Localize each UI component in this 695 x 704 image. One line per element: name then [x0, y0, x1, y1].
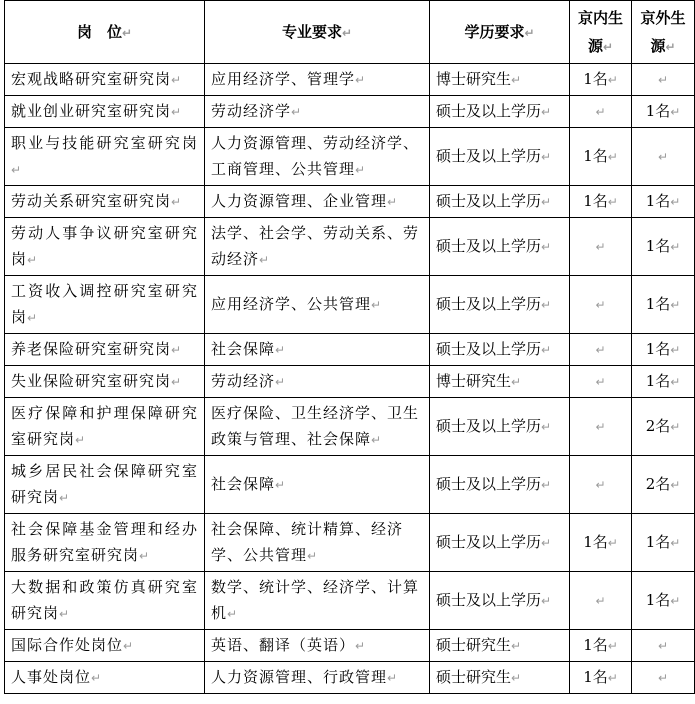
header-out-beijing: 京外生源↵ — [632, 1, 695, 64]
in-beijing-cell: 1名↵ — [570, 64, 632, 96]
in-beijing-cell: ↵ — [570, 366, 632, 398]
table-row — [5, 218, 695, 276]
major-cell: 社会保障↵ — [205, 456, 430, 514]
out-beijing-cell: 2名↵ — [632, 456, 695, 514]
major-cell: 应用经济学、管理学↵ — [205, 64, 430, 96]
out-beijing-cell: ↵ — [632, 662, 695, 694]
degree-cell: 硕士及以上学历↵ — [430, 334, 570, 366]
out-beijing-cell: ↵ — [632, 64, 695, 96]
in-beijing-cell: ↵ — [570, 456, 632, 514]
position-cell: 大数据和政策仿真研究室研究岗↵ — [5, 572, 205, 630]
degree-cell: 硕士及以上学历↵ — [430, 276, 570, 334]
table-row — [5, 456, 695, 514]
degree-cell: 硕士及以上学历↵ — [430, 456, 570, 514]
degree-cell: 硕士及以上学历↵ — [430, 186, 570, 218]
out-beijing-cell: 1名↵ — [632, 218, 695, 276]
in-beijing-cell: 1名↵ — [570, 128, 632, 186]
table-row — [5, 398, 695, 456]
position-cell: 劳动关系研究室研究岗↵ — [5, 186, 205, 218]
position-cell: 养老保险研究室研究岗↵ — [5, 334, 205, 366]
out-beijing-cell: 2名↵ — [632, 398, 695, 456]
degree-cell: 硕士及以上学历↵ — [430, 96, 570, 128]
table-row — [5, 572, 695, 630]
out-beijing-cell: ↵ — [632, 630, 695, 662]
degree-cell: 硕士研究生↵ — [430, 662, 570, 694]
table-row — [5, 366, 695, 398]
degree-cell: 硕士研究生↵ — [430, 630, 570, 662]
major-cell: 社会保障↵ — [205, 334, 430, 366]
in-beijing-cell: 1名↵ — [570, 186, 632, 218]
position-cell: 职业与技能研究室研究岗↵ — [5, 128, 205, 186]
major-cell: 应用经济学、公共管理↵ — [205, 276, 430, 334]
recruitment-table — [4, 0, 695, 694]
table-row — [5, 64, 695, 96]
major-cell: 人力资源管理、行政管理↵ — [205, 662, 430, 694]
major-cell: 英语、翻译（英语）↵ — [205, 630, 430, 662]
in-beijing-cell: 1名↵ — [570, 630, 632, 662]
major-cell: 社会保障、统计精算、经济学、公共管理↵ — [205, 514, 430, 572]
degree-cell: 硕士及以上学历↵ — [430, 572, 570, 630]
degree-cell: 硕士及以上学历↵ — [430, 218, 570, 276]
table-row — [5, 334, 695, 366]
header-row — [5, 1, 695, 64]
out-beijing-cell: 1名↵ — [632, 572, 695, 630]
in-beijing-cell: 1名↵ — [570, 662, 632, 694]
position-cell: 劳动人事争议研究室研究岗↵ — [5, 218, 205, 276]
out-beijing-cell: ↵ — [632, 128, 695, 186]
table-row — [5, 630, 695, 662]
out-beijing-cell: 1名↵ — [632, 96, 695, 128]
out-beijing-cell: 1名↵ — [632, 276, 695, 334]
major-cell: 劳动经济↵ — [205, 366, 430, 398]
in-beijing-cell: ↵ — [570, 572, 632, 630]
in-beijing-cell: ↵ — [570, 96, 632, 128]
major-cell: 劳动经济学↵ — [205, 96, 430, 128]
degree-cell: 硕士及以上学历↵ — [430, 514, 570, 572]
in-beijing-cell: ↵ — [570, 218, 632, 276]
major-cell: 人力资源管理、劳动经济学、工商管理、公共管理↵ — [205, 128, 430, 186]
degree-cell: 硕士及以上学历↵ — [430, 128, 570, 186]
table-row — [5, 662, 695, 694]
degree-cell: 博士研究生↵ — [430, 64, 570, 96]
position-cell: 城乡居民社会保障研究室研究岗↵ — [5, 456, 205, 514]
table-row — [5, 186, 695, 218]
major-cell: 人力资源管理、企业管理↵ — [205, 186, 430, 218]
position-cell: 失业保险研究室研究岗↵ — [5, 366, 205, 398]
degree-cell: 硕士及以上学历↵ — [430, 398, 570, 456]
degree-cell: 博士研究生↵ — [430, 366, 570, 398]
in-beijing-cell: 1名↵ — [570, 514, 632, 572]
table-row — [5, 514, 695, 572]
out-beijing-cell: 1名↵ — [632, 186, 695, 218]
table-row — [5, 276, 695, 334]
major-cell: 数学、统计学、经济学、计算机↵ — [205, 572, 430, 630]
in-beijing-cell: ↵ — [570, 398, 632, 456]
position-cell: 人事处岗位↵ — [5, 662, 205, 694]
position-cell: 宏观战略研究室研究岗↵ — [5, 64, 205, 96]
position-cell: 工资收入调控研究室研究岗↵ — [5, 276, 205, 334]
position-cell: 社会保障基金管理和经办服务研究室研究岗↵ — [5, 514, 205, 572]
position-cell: 就业创业研究室研究岗↵ — [5, 96, 205, 128]
header-degree: 学历要求↵ — [430, 1, 570, 64]
out-beijing-cell: 1名↵ — [632, 514, 695, 572]
in-beijing-cell: ↵ — [570, 334, 632, 366]
table-row — [5, 128, 695, 186]
header-major: 专业要求↵ — [205, 1, 430, 64]
header-in-beijing: 京内生源↵ — [570, 1, 632, 64]
position-cell: 医疗保障和护理保障研究室研究岗↵ — [5, 398, 205, 456]
major-cell: 医疗保险、卫生经济学、卫生政策与管理、社会保障↵ — [205, 398, 430, 456]
in-beijing-cell: ↵ — [570, 276, 632, 334]
header-position: 岗 位↵ — [5, 1, 205, 64]
major-cell: 法学、社会学、劳动关系、劳动经济↵ — [205, 218, 430, 276]
table-row — [5, 96, 695, 128]
out-beijing-cell: 1名↵ — [632, 334, 695, 366]
position-cell: 国际合作处岗位↵ — [5, 630, 205, 662]
out-beijing-cell: 1名↵ — [632, 366, 695, 398]
